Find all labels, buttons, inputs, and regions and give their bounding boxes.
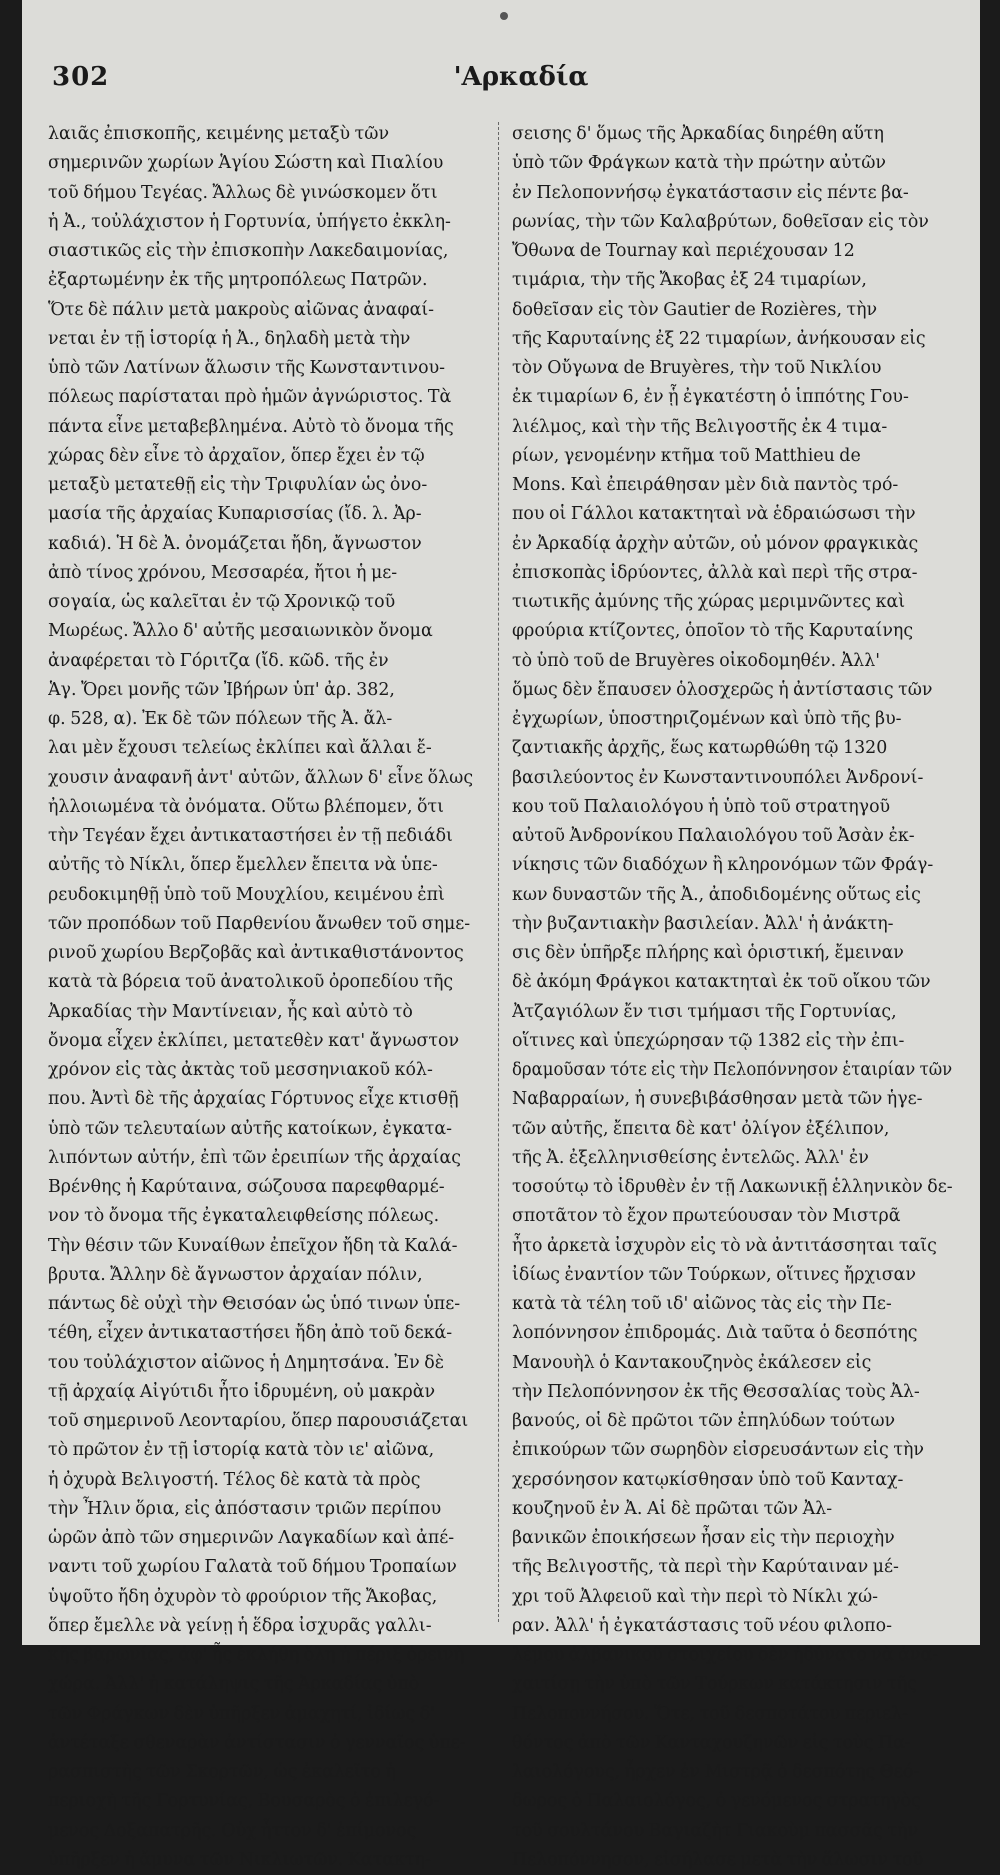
text-line: μεταξὺ μετατεθῇ εἰς τὴν Τριφυλίαν ὡς ὀνο- (48, 475, 428, 495)
text-line: ἀναφέρεται τὸ Γόριτζα (ἴδ. κῶδ. τῆς ἐν (48, 650, 389, 671)
text-line: Μανουὴλ ὁ Καντακουζηνὸς ἐκάλεσεν εἰς (512, 1352, 872, 1373)
ink-dot (500, 12, 508, 20)
text-line: ὑψοῦτο ἤδη ὀχυρὸν τὸ φρούριον τῆς Ἄκοβας, (48, 1586, 438, 1607)
text-line: αὐτῆς τὸ Νίκλι, ὅπερ ἔμελλεν ἔπειτα νὰ ὑπε- (48, 855, 438, 876)
text-line: χρόνον εἰς τὰς ἀκτὰς τοῦ μεσσηνιακοῦ κόλ- (48, 1060, 433, 1080)
text-line: μασία τῆς ἀρχαίας Κυπαρισσίας (ἴδ. λ. Ἀρ- (48, 504, 422, 525)
text-line: Τὴν θέσιν τῶν Κυναίθων ἐπεῖχον ἤδη τὰ Καλά- (48, 1235, 458, 1256)
text-line: ραν. Ἀλλ' ἡ ἐγκατάστασις τοῦ νέου φιλοπο- (512, 1615, 892, 1636)
text-line: λιπόντων αὐτήν, ἐπὶ τῶν ἐρειπίων τῆς ἀρχαίας (48, 1147, 461, 1168)
text-line: βανούς, οἱ δὲ πρῶτοι τῶν ἐπηλύδων τούτων (512, 1411, 896, 1431)
text-line: Μωρέως. Ἄλλο δ' αὐτῆς μεσαιωνικὸν ὄνομα (48, 621, 433, 642)
text-line: τοῦ σημερινοῦ Λεονταρίου, ὅπερ παρουσιάζεται (48, 1411, 469, 1431)
text-line: ἠλλοιωμένα τὰ ὀνόματα. Οὕτω βλέπομεν, ὅτι (48, 796, 444, 817)
text-line: ὡρῶν ἀπὸ τῶν σημερινῶν Λαγκαδίων καὶ ἀπέ- (48, 1528, 455, 1548)
text-line: ἐν Ἀρκαδίᾳ ἀρχὴν αὐτῶν, οὐ μόνον φραγκικὰς (512, 533, 919, 554)
text-line: κῆς βαρωνίας, ἀφ' ἧς ἐκλήθη ὅλη ἡ πέριξ ὀρεινὴ (48, 1645, 465, 1665)
text-line: τὴν Πελοπόννησον ἐκ τῆς Θεσσαλίας τοὺς Ἀλ- (512, 1381, 920, 1402)
text-line: ἐπικούρων τῶν σωρηδὸν εἰσρευσάντων εἰς τὴν (512, 1440, 924, 1461)
text-line: Mons. Καὶ ἐπειράθησαν μὲν διὰ παντὸς τρό- (512, 475, 899, 495)
running-title: 'Αρκαδία (453, 62, 589, 92)
text-line: κων δυναστῶν τῆς Ἀ., ἀποδιδομένης οὕτως εἰς (512, 884, 921, 905)
text-line: τοσούτῳ τὸ ἱδρυθὲν ἐν τῇ Λακωνικῇ ἑλληνικὸν δε- (512, 1177, 953, 1197)
text-line: ἐπισκοπὰς ἱδρύοντες, ἀλλὰ καὶ περὶ τῆς στρα- (512, 562, 918, 583)
text-line: ρασπιστὴς τῶν Σκορτῶν, ὡς ἐκαλεῖτο ἡ (48, 1762, 396, 1782)
text-line: ἐκ τιμαρίων 6, ἐν ᾗ ἐγκατέστη ὁ ἱππότης Γου- (512, 387, 909, 408)
text-line: Πελοπόννησον, εἰσήλασε μετὰ τὴν ἅλωσιν τοῦ (512, 1849, 924, 1870)
text-line: βασιλεύοντος ἐν Κωνσταντινουπόλει Ἀνδρονί- (512, 767, 924, 788)
text-line: ὅμως δὲν ἔπαυσεν ὁλοσχερῶς ἡ ἀντίστασις τῶν (512, 679, 933, 700)
text-line: ἐν Πελοποννήσῳ ἐγκατάστασιν εἰς πέντε βα- (512, 182, 909, 203)
text-line: κατὰ τὰ τέλη τοῦ ιδ' αἰῶνος τὰς εἰς τὴν Πε- (512, 1294, 892, 1314)
text-line: πόλεως παρίσταται πρὸ ἡμῶν ἀγνώριστος. Τὰ (48, 387, 452, 408)
text-line: κουζηνοῦ ἐν Ἀ. Αἱ δὲ πρῶται τῶν Ἀλ- (512, 1498, 833, 1519)
text-line: περιοχὴ τῆς Γορτυνίας, Βουσαρὸς ὁ ἐπιλεγό- (48, 1791, 440, 1812)
text-line: τὴν Τεγέαν ἔχει ἀντικαταστήσει ἐν τῇ πεδιάδι (48, 826, 453, 846)
text-line: χρι τοῦ Ἀλφειοῦ καὶ τὴν περὶ τὸ Νίκλι χώ- (512, 1586, 879, 1607)
book-page (22, 0, 980, 1870)
text-line: τέθη, εἶχεν ἀντικαταστήσει ἤδη ἀπὸ τοῦ δεκά- (48, 1323, 453, 1344)
text-line: Πελοποννήσου. Ὅτε, τοῦ δεσποτάτου περιελ- (512, 1703, 908, 1724)
text-line: μενος Δοξαπατρῆς. Οὐχ ἧττον δ' ἐπίμονος (48, 1820, 417, 1841)
text-line: τιμάρια, τὴν τῆς Ἄκοβας ἐξ 24 τιμαρίων, (512, 270, 867, 291)
text-line: τὴν Ἦλιν ὅρια, εἰς ἀπόστασιν τριῶν περίπου (48, 1498, 442, 1519)
text-line: Ναβαρραίων, ἡ συνεβιβάσθησαν μετὰ τῶν ἡγε- (512, 1089, 923, 1110)
text-line: ἡ Ἀ., τοὐλάχιστον ἡ Γορτυνία, ὑπήγετο ἐκκλη- (48, 211, 451, 232)
text-line: τοῦ δήμου Τεγέας. Ἄλλως δὲ γινώσκομεν ὅτι (48, 182, 438, 203)
left-column (48, 120, 488, 1875)
text-line: βανικῶν ἐποικήσεων ἦσαν εἰς τὴν περιοχὴν (512, 1528, 895, 1548)
text-line: τῶν προπόδων τοῦ Παρθενίου ἄνωθεν τοῦ σημε- (48, 913, 471, 934)
text-line: τῆς Ἀ. ἐξελληνισθείσης ἐντελῶς. Ἀλλ' ἐν (512, 1147, 869, 1168)
text-line: σημερινῶν χωρίων Ἁγίου Σώστη καὶ Πιαλίου (48, 153, 444, 174)
text-line: τὸ ὑπὸ τοῦ de Bruyères οἰκοδομηθέν. Ἀλλ' (512, 650, 881, 671)
text-line: δωρος ὁ Παλαιολόγος, ὁ γενόμενος στρατηγὸς (512, 1791, 921, 1812)
text-line: ὄνομα εἶχεν ἐκλίπει, μετατεθὲν κατ' ἄγνωστον (48, 1030, 460, 1051)
text-line: σιαστικῶς εἰς τὴν ἐπισκοπὴν Λακεδαιμονίας, (48, 241, 449, 261)
text-line: ναντι τοῦ χωρίου Γαλατὰ τοῦ δήμου Τροπαίων (48, 1557, 457, 1578)
text-line: ρωνίας, τὴν τῶν Καλαβρύτων, δοθεῖσαν εἰς τὸν (512, 211, 929, 232)
text-line: τοῦ σουλτάνου Βαγιαζὴτ Γιακοὺμ πασσᾶς τὴν (512, 1820, 919, 1841)
text-line: ἀπὸ τίνος χρόνου, Μεσσαρέα, ἤτοι ἡ με- (48, 562, 398, 583)
text-line: Ἀτζαγιόλων ἔν τισι τμήμασι τῆς Γορτυνίας, (512, 1001, 897, 1022)
text-line: αὐτοῦ Ἀνδρονίκου Παλαιολόγου τοῦ Ἀσὰν ἐκ- (512, 826, 915, 846)
text-line: φ. 528, α). Ἐκ δὲ τῶν πόλεων τῆς Ἀ. ἄλ- (48, 709, 393, 729)
text-line: Βρένθης ἡ Καρύταινα, σώζουσα παρεφθαρμέ- (48, 1177, 445, 1197)
text-line: δοθεῖσαν εἰς τὸν Gautier de Rozières, τὴν (512, 299, 878, 320)
text-line: σογαία, ὡς καλεῖται ἐν τῷ Χρονικῷ τοῦ (48, 592, 396, 612)
text-line: ρίων, γενομένην κτῆμα τοῦ Matthieu de (512, 445, 861, 466)
text-line: δραμοῦσαν τότε εἰς τὴν Πελοπόννησον ἑταιρίαν τῶν (512, 1060, 952, 1080)
text-line: τῇ ἀρχαίᾳ Αἰγύτιδι ἦτο ἱδρυμένη, οὐ μακρὰν (48, 1381, 436, 1402)
text-line: θόντος ἀπὸ τῶν Κανταχουζηνῶν εἰς τοὺς Πα- (512, 1732, 911, 1753)
text-line: βρυτα. Ἄλλην δὲ ἄγνωστον ἀρχαίαν πόλιν, (48, 1264, 423, 1285)
text-line: Ἁγ. Ὄρει μονῆς τῶν Ἰβήρων ὑπ' ἀρ. 382, (48, 679, 395, 700)
text-line: ἰδίως ἐναντίον τῶν Τούρκων, οἵτινες ἤρχισαν (512, 1264, 916, 1285)
text-line: τιωτικῆς ἀμύνης τῆς χώρας μεριμνῶντες καὶ (512, 592, 906, 612)
text-line: χουσιν ἀναφανῆ ἀντ' αὐτῶν, ἄλλων δ' εἶνε ὅλως (48, 767, 474, 788)
text-line: του τοὐλάχιστον αἰῶνος ἡ Δημητσάνα. Ἐν δὲ (48, 1352, 445, 1373)
text-line: κου τοῦ Παλαιολόγου ἡ ὑπὸ τοῦ στρατηγοῦ (512, 796, 891, 817)
text-line: νεται ἐν τῇ ἱστορίᾳ ἡ Ἀ., δηλαδὴ μετὰ τὴν (48, 328, 411, 349)
text-line: ρινοῦ χωρίου Βερζοβᾶς καὶ ἀντικαθιστάνοντος (48, 943, 464, 963)
text-line: χώρα. Ἀλλ' ἡ κατάληψις τῆς Ἀρκαδίας ὑπὸ (48, 1674, 420, 1695)
text-line: λέμου ἀλβανικοῦ στοιχείου δὲν ἠδύνατο νὰ ἀνα- (512, 1645, 939, 1665)
text-line: κατὰ τὰ βόρεια τοῦ ἀνατολικοῦ ὀροπεδίου τῆς (48, 972, 454, 993)
text-line: τὸν Οὔγωνα de Bruyères, τὴν τοῦ Νικλίου (512, 358, 882, 378)
text-line: λαιᾶς ἐπισκοπῆς, κειμένης μεταξὺ τῶν (48, 124, 390, 144)
text-line: ὑπὸ τῶν Φράγκων κατὰ τὴν πρώτην αὐτῶν (512, 153, 886, 174)
text-line: τὸ πρῶτον ἐν τῇ ἱστορίᾳ κατὰ τὸν ιε' αἰῶνα, (48, 1440, 435, 1461)
text-line: τῆς Βελιγοστῆς, τὰ περὶ τὴν Καρύταιναν μέ- (512, 1557, 899, 1578)
text-line: πάντως δὲ οὐχὶ τὴν Θεισόαν ὡς ὑπό τινων ὑπε- (48, 1294, 461, 1314)
text-line: λαιολόγους, ἦρχεν ἐν Μιστρᾷ ὁ δεσπότης Θεό- (512, 1762, 920, 1782)
text-line: τῶν Φράγκων δὲν ὑπῆρξεν ἀμαχητί, ἰδίως δ' (48, 1703, 435, 1724)
text-line: ρευδοκιμηθῇ ὑπὸ τοῦ Μουχλίου, κειμένου ἐπὶ (48, 884, 445, 905)
text-line: ἐγχωρίων, ὑποστηριζομένων καὶ ὑπὸ τῆς βυ- (512, 709, 902, 729)
text-line: σεισης δ' ὅμως τῆς Ἀρκαδίας διηρέθη αὕτη (512, 124, 884, 144)
text-line: ἡ ὀχυρὰ Βελιγοστή. Τέλος δὲ κατὰ τὰ πρὸς (48, 1469, 421, 1490)
text-line: τῆς Καρυταίνης ἐξ 22 τιμαρίων, ἀνήκουσαν εἰς (512, 328, 926, 349)
text-line: λαι μὲν ἔχουσι τελείως ἐκλίπει καὶ ἄλλαι ἔ- (48, 738, 432, 759)
text-line: ὑπὸ τῶν τελευταίων αὐτῆς κατοίκων, ἐγκατα- (48, 1118, 453, 1139)
text-line: που. Ἀντὶ δὲ τῆς ἀρχαίας Γόρτυνος εἶχε κτισθῇ (48, 1089, 459, 1110)
text-line: φρούρια κτίζοντες, ὁποῖον τὸ τῆς Καρυταίνης (512, 621, 914, 642)
text-line: λιέλμος, καὶ τὴν τῆς Βελιγοστῆς ἐκ 4 τιμα- (512, 416, 888, 437)
text-line: νον τὸ ὄνομα τῆς ἐγκαταλειφθείσης πόλεως. (48, 1206, 440, 1227)
column-divider (498, 122, 499, 1622)
text-line: πάντα εἶνε μεταβεβλημένα. Αὐτὸ τὸ ὄνομα τῆς (48, 416, 454, 437)
text-line: λοπόννησον ἐπιδρομάς. Διὰ ταῦτα ὁ δεσπότης (512, 1323, 918, 1344)
text-line: που οἱ Γάλλοι κατακτηταὶ νὰ ἑδραιώσωσι τὴν (512, 504, 916, 525)
text-line: οἵτινες καὶ ὑπεχώρησαν τῷ 1382 εἰς τὴν ἐπι- (512, 1030, 905, 1051)
text-line: δὲ ἀκόμη Φράγκοι κατακτηταὶ ἐκ τοῦ οἴκου τῶν (512, 972, 931, 993)
text-line: ὅπερ ἔμελλε νὰ γείνῃ ἡ ἕδρα ἰσχυρᾶς γαλλι- (48, 1615, 432, 1636)
text-line: σις δὲν ὑπῆρξε πλήρης καὶ ὁριστική, ἔμειναν (512, 943, 904, 963)
text-line: χώρας δὲν εἶνε τὸ ἀρχαῖον, ὅπερ ἔχει ἐν τῷ (48, 445, 425, 466)
text-line: χερσόνησον κατῳκίσθησαν ὑπὸ τοῦ Κανταχ- (512, 1469, 904, 1490)
text-line: σποτᾶτον τὸ ἔχον πρωτεύουσαν τὸν Μιστρᾶ (512, 1206, 901, 1227)
text-line: ἦτο ἀρκετὰ ἰσχυρὸν εἰς τὸ νὰ ἀντιτάσσηται ταῖς (512, 1235, 937, 1256)
text-line: καδιά). Ἡ δὲ Ἀ. ὀνομάζεται ἤδη, ἄγνωστον (48, 533, 422, 554)
text-line: Ἀρκαδίας τὴν Μαντίνειαν, ἧς καὶ αὐτὸ τὸ (48, 1001, 413, 1022)
text-line: νίκησις τῶν διαδόχων ἢ κληρονόμων τῶν Φράγ- (512, 855, 934, 876)
text-line: τῶν αὐτῆς, ἔπειτα δὲ κατ' ὀλίγον ἐξέλιπον, (512, 1118, 890, 1139)
right-column (512, 120, 952, 1875)
text-line: τὴν βυζαντιακὴν βασιλείαν. Ἀλλ' ἡ ἀνάκτη- (512, 913, 894, 934)
text-line: χαιτίσῃ τὴν ὑπὸ τῶν Τούρκων κατάκτησιν τῆς (512, 1674, 917, 1695)
page-number: 302 (52, 62, 110, 92)
text-line: ζαντιακῆς ἀρχῆς, ἕως κατωρθώθη τῷ 1320 (512, 738, 888, 759)
text-line: ἐξαρτωμένην ἐκ τῆς μητροπόλεως Πατρῶν. (48, 270, 428, 291)
text-line: Ὅτε δὲ πάλιν μετὰ μακροὺς αἰῶνας ἀναφαί- (48, 299, 435, 320)
text-line: ὑπῆρξεν ἡ ἄμυνα τῶν Νικλιωτῶν. Κατακτη- (48, 1849, 431, 1870)
text-line: Ὄθωνα de Tournay καὶ περιέχουσαν 12 (512, 241, 855, 261)
page-header (22, 62, 980, 102)
text-line: ἀντέταξε σθεναρὰν ἀντίστασιν ὁ γενναῖος ὑπε- (48, 1732, 466, 1753)
text-line: ὑπὸ τῶν Λατίνων ἅλωσιν τῆς Κωνσταντινου- (48, 358, 446, 378)
